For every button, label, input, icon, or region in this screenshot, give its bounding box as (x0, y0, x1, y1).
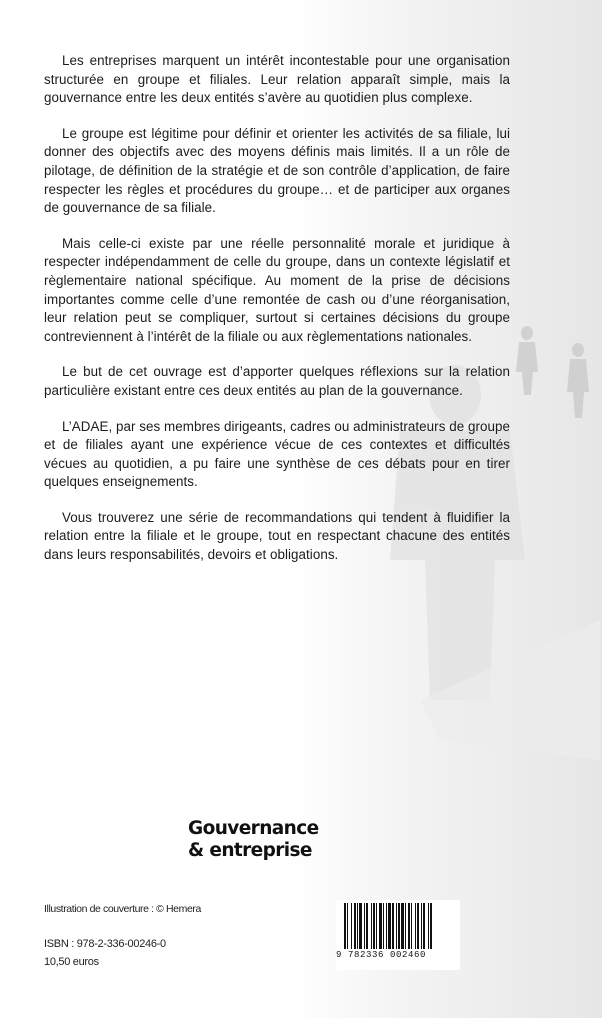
barcode-bar (376, 903, 377, 949)
paragraph: Le but de cet ouvrage est d’apporter quelques réflexions sur la relation particulière existant entre ces deux entités au plan de la gouvernance. (44, 364, 510, 398)
back-cover-text (44, 52, 510, 582)
barcode-bar (430, 903, 432, 949)
barcode-bar (423, 903, 425, 949)
barcode-digits: 9 782336 002460 (336, 950, 427, 960)
paragraph: L’ADAE, par ses membres dirigeants, cadres ou administrateurs de groupe et de filiales ayant une expérience vécue de ces contextes et difficultés vécues au quotidien, a pu faire une synthèse de ces débats pour en tirer quelques enseignements. (44, 418, 510, 490)
barcode-bar (408, 903, 410, 949)
barcode-bar (371, 903, 372, 949)
barcode-bars (344, 903, 452, 951)
barcode-bar (373, 903, 375, 949)
barcode-bar (411, 903, 412, 949)
barcode-bar (392, 903, 394, 949)
barcode-bar (351, 903, 352, 949)
barcode-bar (415, 903, 416, 949)
price: 10,50 euros (44, 956, 99, 968)
paragraph: Mais celle-ci existe par une réelle personnalité morale et juridique à respecter indépendamment de celle du groupe, dans un contexte législatif et règlementaire national spécifique. Au moment de la prise de décisions importantes comme celle d’une remontée de cash ou d’une réorganisation, leur relation peut se compliquer, surtout si certaines décisions du groupe contreviennent à l’intérêt de la filiale ou aux règlementations nationales. (44, 235, 510, 344)
cover-credit: Illustration de couverture : © Hemera (44, 903, 201, 915)
barcode-bar (417, 903, 419, 949)
barcode-bar (388, 903, 391, 949)
barcode-bar (405, 903, 406, 949)
barcode-bar (364, 903, 365, 949)
barcode-bar (366, 903, 368, 949)
barcode-bar (383, 903, 384, 949)
paragraph: Le groupe est légitime pour définir et orienter les activités de sa filiale, lui donner des objectifs avec des moyens définis mais limités. Il a un rôle de pilotage, de définition de la stratégie et de son contrôle d’application, de faire respecter les règles et procédures du groupe… et de participer aux organes de gouvernance de sa filiale. (44, 125, 510, 216)
barcode-bar (398, 903, 400, 949)
isbn: ISBN : 978-2-336-00246-0 (44, 938, 166, 950)
collection-title-line2: & entreprise (188, 840, 312, 861)
barcode-bar (386, 903, 387, 949)
barcode-bar (357, 903, 358, 949)
barcode-bar (421, 903, 422, 949)
barcode (336, 900, 460, 970)
barcode-bar (396, 903, 397, 949)
barcode-bar (344, 903, 346, 949)
barcode-bar (354, 903, 356, 949)
barcode-bar (379, 903, 382, 949)
barcode-bar (401, 903, 404, 949)
barcode-bar (347, 903, 348, 949)
collection-logo (188, 818, 319, 862)
barcode-bar (359, 903, 362, 949)
paragraph: Vous trouverez une série de recommandations qui tendent à fluidifier la relation entre la filiale et le groupe, tout en respectant chacune des entités dans leurs responsabilités, devoirs et obligations. (44, 509, 510, 563)
collection-title-line1: Gouvernance (188, 818, 319, 839)
barcode-bar (428, 903, 429, 949)
paragraph: Les entreprises marquent un intérêt incontestable pour une organisation structurée en groupe et filiales. Leur relation apparaît simple, mais la gouvernance entre les deux entités s’avère au quotidien plus complexe. (44, 53, 510, 106)
